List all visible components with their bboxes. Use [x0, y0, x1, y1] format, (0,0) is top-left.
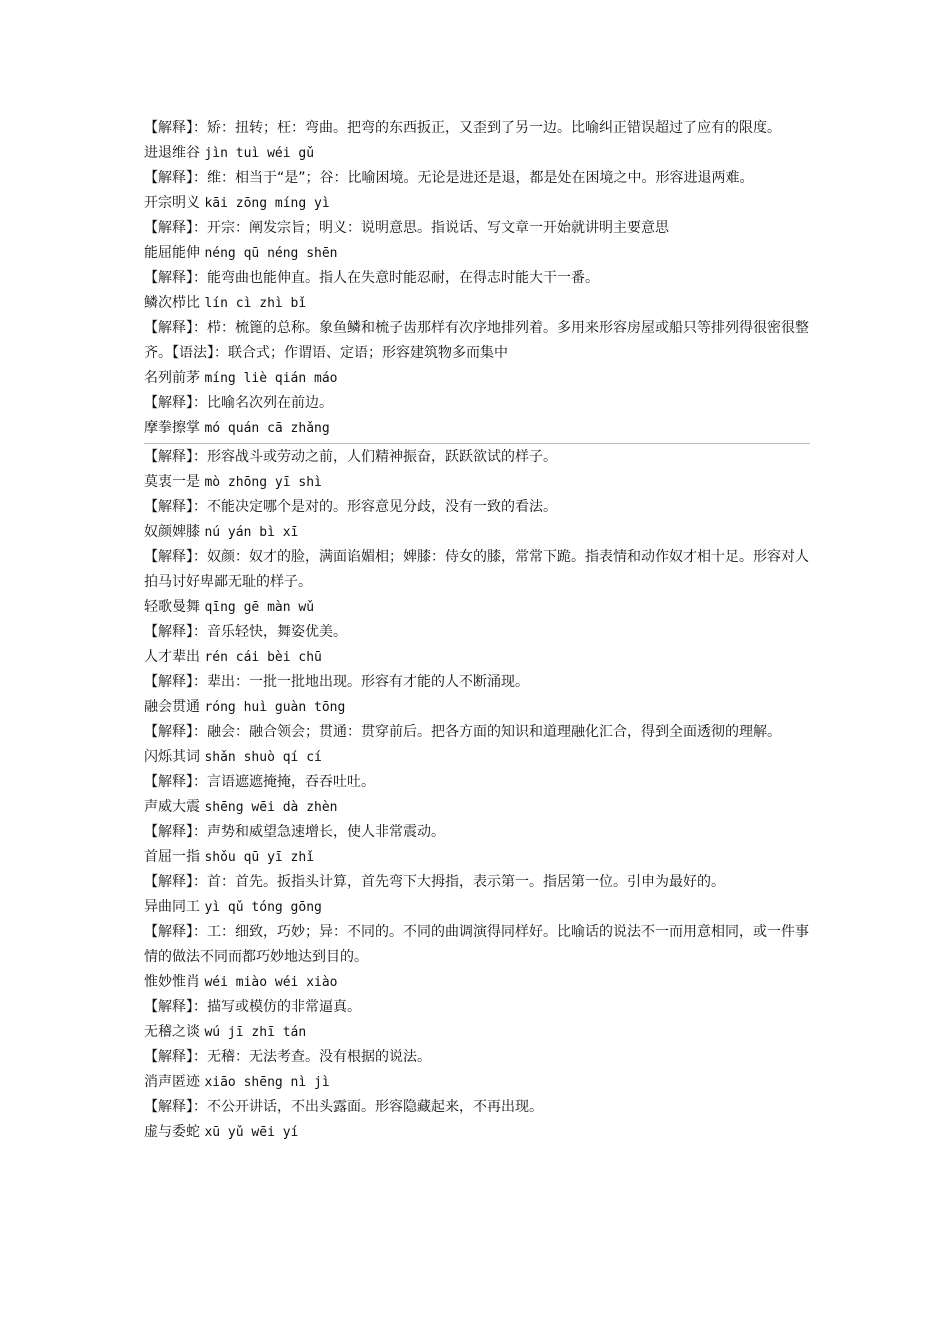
idiom-pinyin: xiāo shēng nì jì	[204, 1075, 330, 1090]
idiom-word: 声威大震	[144, 799, 200, 815]
definition: 【解释】：言语遮遮掩掩，吞吞吐吐。	[144, 774, 375, 790]
idiom-pinyin: shǎn shuò qí cí	[204, 750, 322, 765]
definition: 【解释】：描写或模仿的非常逼真。	[144, 999, 361, 1015]
idiom-word: 莫衷一是	[144, 474, 200, 490]
idiom-pinyin: rén cái bèi chū	[204, 650, 322, 665]
idiom-word: 惟妙惟肖	[144, 974, 200, 990]
idiom-word: 开宗明义	[144, 195, 200, 211]
idiom-word: 进退维谷	[144, 145, 200, 161]
definition: 【解释】：开宗：阐发宗旨；明义：说明意思。指说话、写文章一开始就讲明主要意思	[144, 220, 669, 236]
idiom-pinyin: lín cì zhì bǐ	[204, 296, 307, 311]
definition: 【解释】：音乐轻快，舞姿优美。	[144, 624, 347, 640]
definition: 【解释】：无稽：无法考查。没有根据的说法。	[144, 1049, 431, 1065]
idiom-pinyin: mò zhōng yī shì	[204, 475, 322, 490]
idiom-heading	[144, 895, 810, 920]
idiom-heading	[144, 241, 810, 266]
definition: 【解释】：栉：梳篦的总称。象鱼鳞和梳子齿那样有次序地排列着。多用来形容房屋或船只等排列得很密很整齐。【语法】：联合式；作谓语、定语；形容建筑物多而集中	[144, 320, 809, 361]
idiom-word: 能屈能伸	[144, 245, 200, 261]
definition: 【解释】：工：细致，巧妙；异：不同的。不同的曲调演得同样好。比喻话的说法不一而用意相同，或一件事情的做法不同而都巧妙地达到目的。	[144, 924, 809, 965]
definition: 【解释】：不公开讲话，不出头露面。形容隐藏起来，不再出现。	[144, 1099, 543, 1115]
idiom-pinyin: kāi zōng míng yì	[204, 196, 330, 211]
page-divider	[144, 443, 810, 444]
idiom-pinyin: míng liè qián máo	[204, 371, 338, 386]
idiom-pinyin: nú yán bì xī	[204, 525, 299, 540]
idiom-heading	[144, 745, 810, 770]
idiom-heading	[144, 366, 810, 391]
idiom-word: 人才辈出	[144, 649, 200, 665]
idiom-heading	[144, 520, 810, 545]
definition: 【解释】：能弯曲也能伸直。指人在失意时能忍耐，在得志时能大干一番。	[144, 270, 599, 286]
idiom-heading	[144, 141, 810, 166]
idiom-word: 摩拳擦掌	[144, 420, 200, 436]
idiom-heading	[144, 595, 810, 620]
idiom-pinyin: néng qū néng shēn	[204, 246, 338, 261]
idiom-word: 闪烁其词	[144, 749, 200, 765]
definition: 【解释】：形容战斗或劳动之前，人们精神振奋，跃跃欲试的样子。	[144, 449, 557, 465]
definition: 【解释】：奴颜：奴才的脸，满面谄媚相；婢膝：侍女的膝，常常下跪。指表情和动作奴才相十足。形容对人拍马讨好卑鄙无耻的样子。	[144, 549, 809, 590]
idiom-pinyin: mó quán cā zhǎng	[204, 421, 330, 436]
definition: 【解释】：维：相当于“是”；谷：比喻困境。无论是进还是退，都是处在困境之中。形容进退两难。	[144, 170, 754, 186]
idiom-word: 名列前茅	[144, 370, 200, 386]
idiom-word: 虚与委蛇	[144, 1124, 200, 1140]
idiom-heading	[144, 416, 810, 441]
idiom-pinyin: shēng wēi dà zhèn	[204, 800, 338, 815]
definition: 【解释】：声势和威望急速增长，使人非常震动。	[144, 824, 445, 840]
idiom-heading	[144, 795, 810, 820]
idiom-word: 融会贯通	[144, 699, 200, 715]
idiom-word: 首屈一指	[144, 849, 200, 865]
idiom-pinyin: róng huì guàn tōng	[204, 700, 346, 715]
definition: 【解释】：比喻名次列在前边。	[144, 395, 333, 411]
idiom-word: 鳞次栉比	[144, 295, 200, 311]
idiom-heading	[144, 695, 810, 720]
idiom-word: 消声匿迹	[144, 1074, 200, 1090]
idiom-list	[144, 116, 810, 1145]
idiom-heading	[144, 470, 810, 495]
idiom-word: 奴颜婢膝	[144, 524, 200, 540]
idiom-word: 异曲同工	[144, 899, 200, 915]
idiom-pinyin: yì qǔ tóng gōng	[204, 900, 322, 915]
idiom-heading	[144, 845, 810, 870]
idiom-heading	[144, 645, 810, 670]
definition: 【解释】：辈出：一批一批地出现。形容有才能的人不断涌现。	[144, 674, 529, 690]
idiom-heading	[144, 1120, 810, 1145]
idiom-heading	[144, 970, 810, 995]
idiom-pinyin: wú jī zhī tán	[204, 1025, 307, 1040]
idiom-pinyin: xū yǔ wēi yí	[204, 1125, 299, 1140]
definition: 【解释】：融会：融合领会；贯通：贯穿前后。把各方面的知识和道理融化汇合，得到全面透彻的理解。	[144, 724, 781, 740]
idiom-pinyin: qīng gē màn wǔ	[204, 600, 315, 615]
idiom-heading	[144, 1020, 810, 1045]
idiom-heading	[144, 191, 810, 216]
idiom-word: 轻歌曼舞	[144, 599, 200, 615]
idiom-pinyin: wéi miào wéi xiào	[204, 975, 338, 990]
definition: 【解释】：不能决定哪个是对的。形容意见分歧，没有一致的看法。	[144, 499, 557, 515]
idiom-word: 无稽之谈	[144, 1024, 200, 1040]
idiom-heading	[144, 291, 810, 316]
definition: 【解释】：首：首先。扳指头计算，首先弯下大拇指，表示第一。指居第一位。引申为最好的。	[144, 874, 725, 890]
definition: 【解释】：矫：扭转；枉：弯曲。把弯的东西扳正，又歪到了另一边。比喻纠正错误超过了应有的限度。	[144, 120, 781, 136]
idiom-pinyin: shǒu qū yī zhǐ	[204, 850, 315, 865]
idiom-pinyin: jìn tuì wéi gǔ	[204, 146, 315, 161]
idiom-heading	[144, 1070, 810, 1095]
